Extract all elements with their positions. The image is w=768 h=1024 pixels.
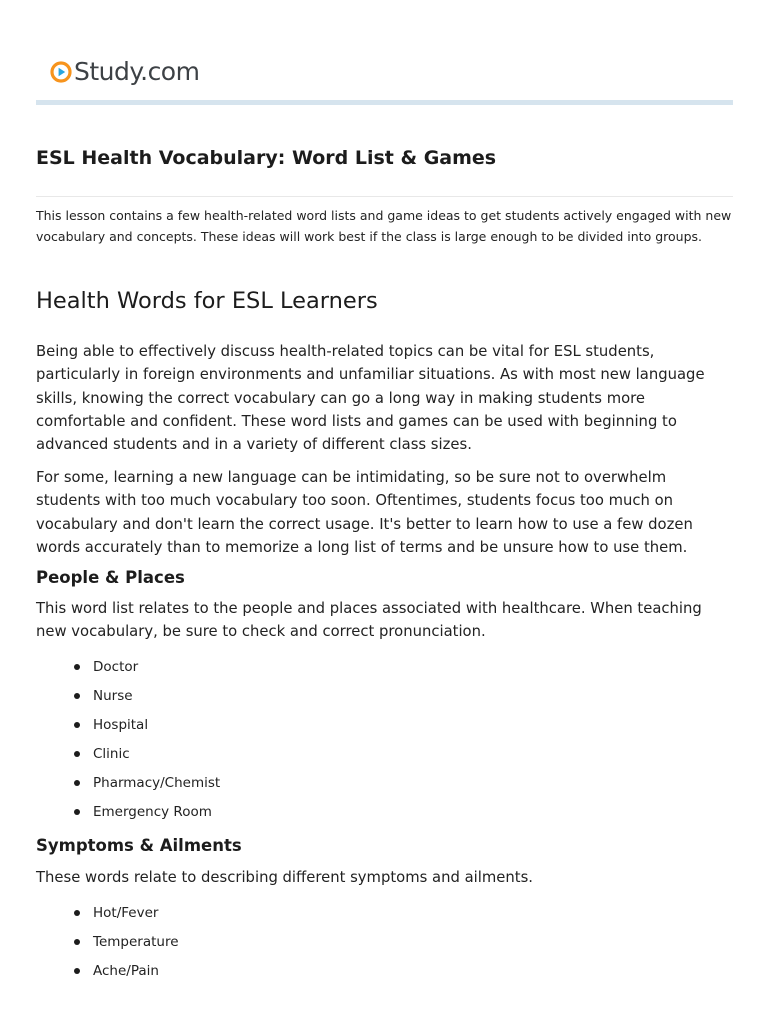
list-item	[36, 802, 220, 831]
list-item	[36, 773, 220, 802]
bullet-icon	[74, 722, 80, 728]
study-com-logo[interactable]	[50, 56, 199, 88]
list-item	[36, 657, 220, 686]
bullet-icon	[74, 693, 80, 699]
list-item	[36, 932, 179, 961]
people-places-list	[36, 657, 220, 831]
people-places-heading: People & Places	[36, 568, 185, 587]
list-item-label: Hospital	[93, 717, 149, 733]
list-item-label: Hot/Fever	[93, 905, 159, 921]
list-item-label: Emergency Room	[93, 804, 212, 820]
bullet-icon	[74, 809, 80, 815]
list-item-label: Doctor	[93, 659, 139, 675]
symptoms-ailments-heading: Symptoms & Ailments	[36, 836, 242, 855]
bullet-icon	[74, 939, 80, 945]
title-divider	[36, 196, 733, 197]
section-paragraph-2: For some, learning a new language can be intimidating, so be sure not to overwhelm students with too much vocabulary too soon. Oftentimes, students focus too much on vocabulary and don't learn the correct usage. It's better to learn how to use a few dozen words accurately than to memorize a long list of terms and be unsure how to use them.	[36, 469, 693, 556]
document-title: ESL Health Vocabulary: Word List & Games	[36, 147, 497, 169]
bullet-icon	[74, 910, 80, 916]
header-divider	[36, 100, 733, 105]
study-logo-icon	[50, 61, 72, 83]
symptoms-ailments-list	[36, 903, 179, 990]
list-item-label: Nurse	[93, 688, 133, 704]
list-item	[36, 715, 220, 744]
bullet-icon	[74, 751, 80, 757]
list-item-label: Clinic	[93, 746, 130, 762]
list-item	[36, 903, 179, 932]
list-item	[36, 961, 179, 990]
people-places-intro: This word list relates to the people and places associated with healthcare. When teaching new vocabulary, be sure to check and correct pronunciation.	[36, 600, 702, 641]
logo-wordmark: Study.com	[74, 57, 200, 86]
bullet-icon	[74, 968, 80, 974]
lesson-summary: This lesson contains a few health-related word lists and game ideas to get students actively engaged with new vocabulary and concepts. These ideas will work best if the class is large enough to be divided into groups.	[36, 208, 732, 244]
symptoms-ailments-intro: These words relate to describing different symptoms and ailments.	[36, 869, 533, 886]
list-item-label: Ache/Pain	[93, 963, 159, 979]
section-paragraph-1: Being able to effectively discuss health-related topics can be vital for ESL students, particularly in foreign environments and unfamiliar situations. As with most new language skills, knowing the correct vocabulary can go a long way in making students more comfortable and confident. These word lists and games can be used with beginning to advanced students and in a variety of different class sizes.	[36, 343, 705, 454]
section-title: Health Words for ESL Learners	[36, 288, 378, 314]
list-item-label: Temperature	[93, 934, 179, 950]
bullet-icon	[74, 780, 80, 786]
list-item	[36, 686, 220, 715]
list-item	[36, 744, 220, 773]
list-item-label: Pharmacy/Chemist	[93, 775, 221, 791]
page-header	[36, 0, 733, 106]
bullet-icon	[74, 664, 80, 670]
